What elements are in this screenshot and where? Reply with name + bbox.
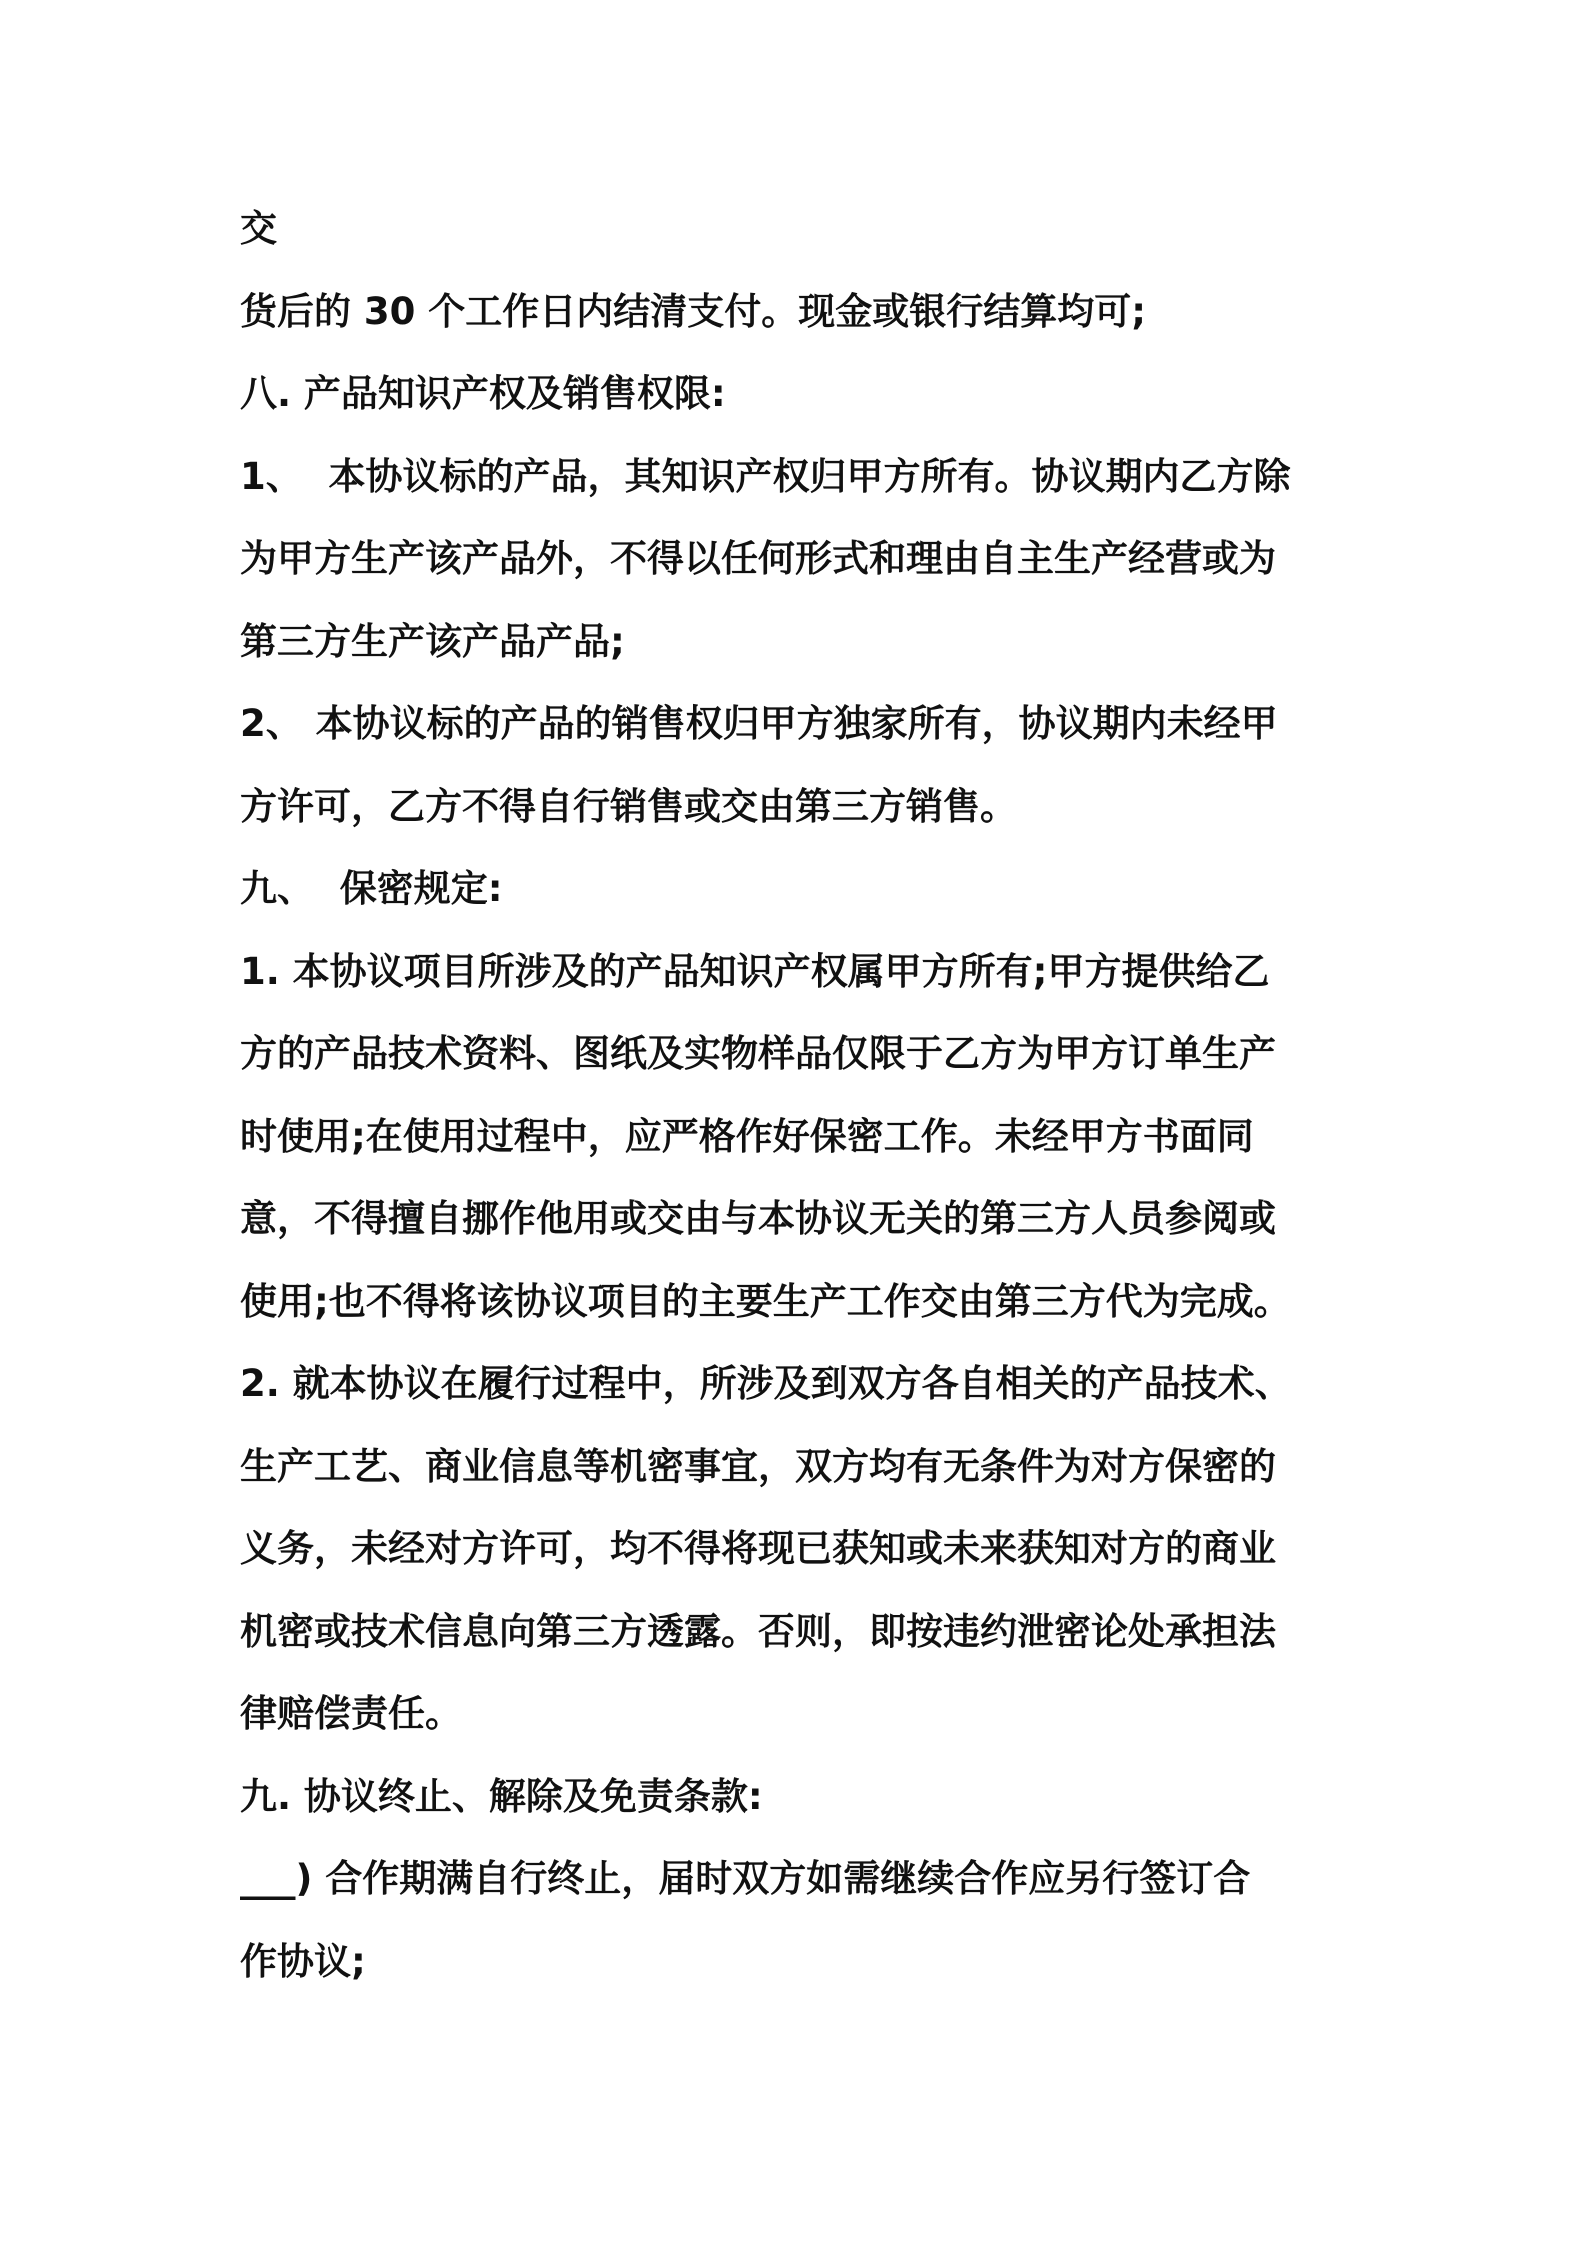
text-line: 机密或技术信息向第三方透露。否则，即按违约泄密论处承担法 xyxy=(240,1609,1276,1653)
text-line: 义务，未经对方许可，均不得将现已获知或未来获知对方的商业 xyxy=(240,1527,1276,1570)
section-heading: 九、 保密规定: xyxy=(240,867,503,910)
text-line: 1、 本协议标的产品，其知识产权归甲方所有。协议期内乙方除 xyxy=(240,454,1291,498)
text-line: 第三方生产该产品产品; xyxy=(240,619,625,663)
text-line: 2. 就本协议在履行过程中，所涉及到双方各自相关的产品技术、 xyxy=(240,1362,1292,1405)
text-line: 作协议; xyxy=(240,1939,366,1983)
text-line: 律赔偿责任。 xyxy=(240,1692,462,1735)
text-line: 使用;也不得将该协议项目的主要生产工作交由第三方代为完成。 xyxy=(240,1279,1291,1323)
text-line: 意，不得擅自挪作他用或交由与本协议无关的第三方人员参阅或 xyxy=(240,1197,1276,1240)
text-line: 方许可，乙方不得自行销售或交由第三方销售。 xyxy=(240,784,1017,828)
text-line: ___) 合作期满自行终止，届时双方如需继续合作应另行签订合 xyxy=(240,1857,1251,1900)
text-line: 1. 本协议项目所涉及的产品知识产权属甲方所有;甲方提供给乙 xyxy=(240,949,1270,993)
text-line: 时使用;在使用过程中，应严格作好保密工作。未经甲方书面同 xyxy=(240,1114,1254,1158)
section-heading: 八. 产品知识产权及销售权限: xyxy=(240,372,726,415)
document-body xyxy=(240,188,1360,2003)
text-line: 交 xyxy=(240,207,277,250)
section-heading: 九. 协议终止、解除及免责条款: xyxy=(240,1774,763,1818)
text-line: 货后的 30 个工作日内结清支付。现金或银行结算均可; xyxy=(240,289,1147,333)
text-line: 生产工艺、商业信息等机密事宜，双方均有无条件为对方保密的 xyxy=(240,1444,1276,1488)
text-line: 方的产品技术资料、图纸及实物样品仅限于乙方为甲方订单生产 xyxy=(240,1032,1276,1075)
text-line: 2、 本协议标的产品的销售权归甲方独家所有，协议期内未经甲 xyxy=(240,702,1278,745)
text-line: 为甲方生产该产品外，不得以任何形式和理由自主生产经营或为 xyxy=(240,537,1276,580)
